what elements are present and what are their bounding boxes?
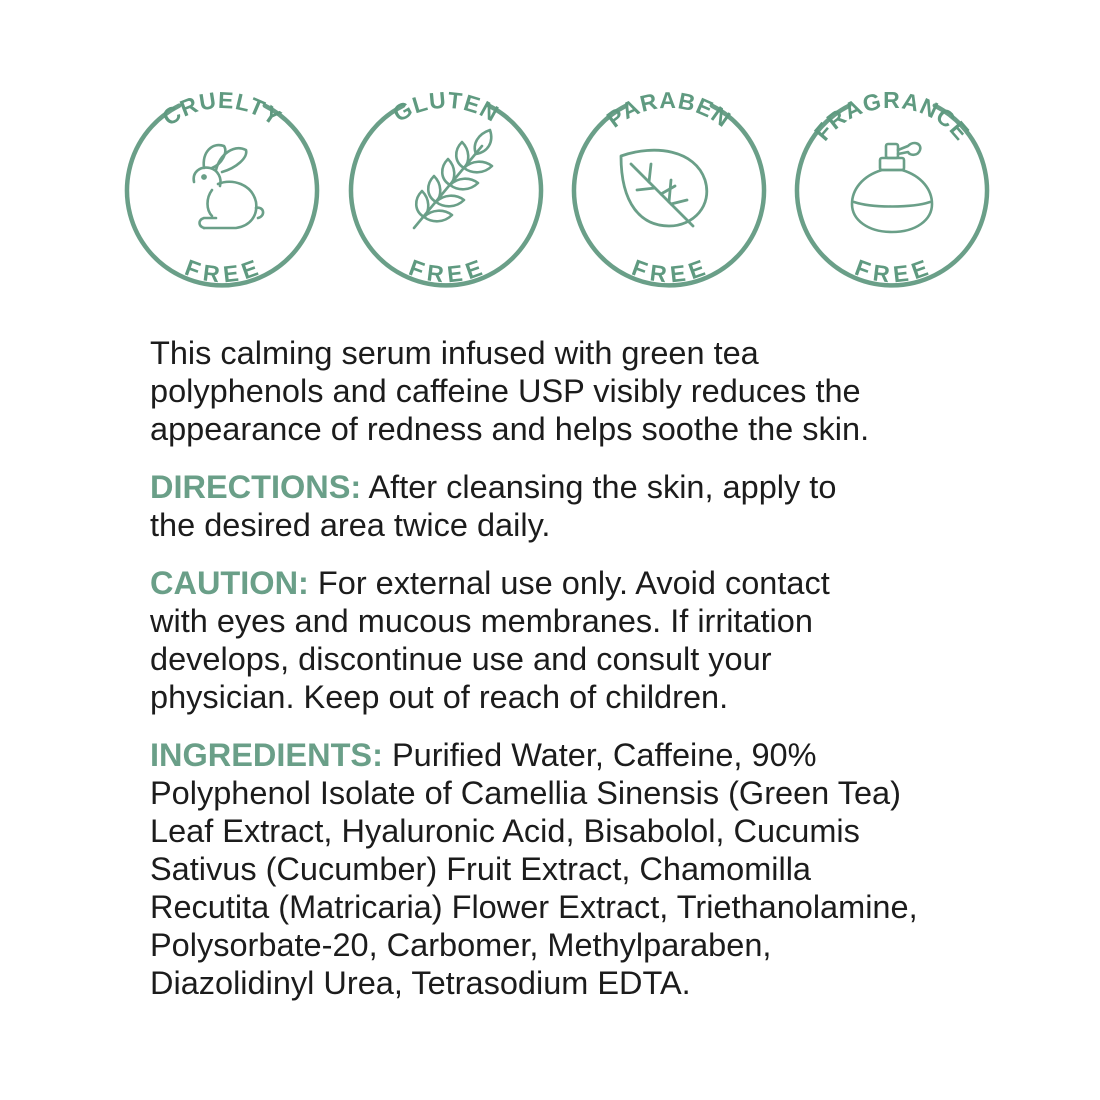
label-copy [150, 334, 1010, 1002]
badge-top-label: FRAGRANCE [808, 86, 975, 146]
directions-text: the desired area twice daily. [150, 507, 551, 543]
description-line: appearance of redness and helps soothe the skin. [150, 411, 870, 447]
directions-text: After cleansing the skin, apply to [361, 469, 837, 505]
ingredients-text: Purified Water, Caffeine, 90% [382, 737, 817, 773]
directions-label: DIRECTIONS: [150, 469, 362, 505]
product-description [150, 334, 1010, 448]
caution-section [150, 564, 1010, 716]
ingredients-text: Polysorbate-20, Carbomer, Methylparaben, [150, 927, 772, 963]
badge-bottom-label: FREE [851, 254, 933, 288]
caution-text: with eyes and mucous membranes. If irritation [150, 603, 813, 639]
ingredients-text: Leaf Extract, Hyaluronic Acid, Bisabolol, Cucumis [150, 813, 860, 849]
caution-text: For external use only. Avoid contact [308, 565, 830, 601]
fragrance-free-badge [782, 80, 1002, 300]
free-from-badges [112, 80, 1002, 300]
ingredients-text: Recutita (Matricaria) Flower Extract, Triethanolamine, [150, 889, 918, 925]
badge-bottom-label: FREE [628, 254, 710, 288]
leaf-icon [621, 150, 707, 226]
badge-top-label: GLUTEN [388, 86, 504, 127]
badge-top-label: CRUELTY [157, 86, 287, 131]
ingredients-section [150, 736, 1010, 1002]
ingredients-text: Sativus (Cucumber) Fruit Extract, Chamomilla [150, 851, 811, 887]
gluten-free-badge [336, 80, 556, 300]
caution-text: physician. Keep out of reach of children. [150, 679, 729, 715]
badge-top-label: PARABEN [601, 86, 736, 133]
ingredients-text: Polyphenol Isolate of Camellia Sinensis (Green Tea) [150, 775, 901, 811]
description-line: This calming serum infused with green tea [150, 335, 759, 371]
wheat-icon [414, 130, 492, 228]
badge-bottom-label: FREE [181, 254, 263, 288]
ingredients-text: Diazolidinyl Urea, Tetrasodium EDTA. [150, 965, 691, 1001]
perfume-bottle-icon [852, 143, 932, 232]
cruelty-free-badge [112, 80, 332, 300]
ingredients-label: INGREDIENTS: [150, 737, 383, 773]
badge-bottom-label: FREE [405, 254, 487, 288]
caution-text: develops, discontinue use and consult your [150, 641, 772, 677]
caution-label: CAUTION: [150, 565, 309, 601]
paraben-free-badge [559, 80, 779, 300]
rabbit-icon [194, 145, 263, 228]
directions-section [150, 468, 1010, 544]
description-line: polyphenols and caffeine USP visibly reduces the [150, 373, 861, 409]
